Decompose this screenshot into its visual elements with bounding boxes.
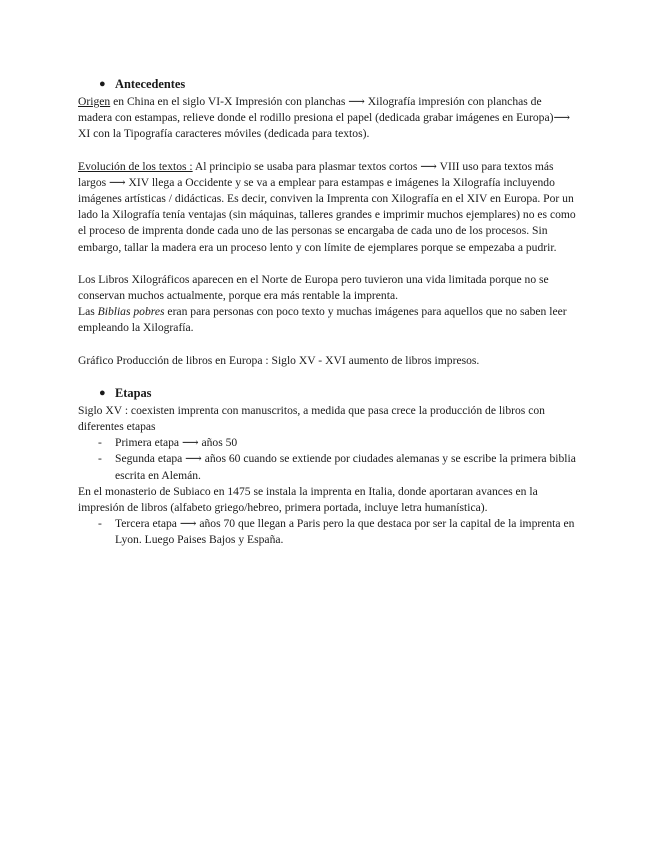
list-item-text: Segunda etapa ⟶ años 60 cuando se extiende por ciudades alemanas y se escribe la primera biblia escrita en Alemán. <box>115 452 576 482</box>
heading-antecedentes <box>78 76 578 93</box>
bullet-icon: ● <box>99 386 106 399</box>
origen-text: en China en el siglo VI-X Impresión con planchas ⟶ Xilografía impresión con planchas de madera con estampas, relieve donde el rodillo presiona el papel (dedicada grabar imágenes en Europa)⟶ XI con la Tipografía caracteres móviles (dedicada para textos). <box>78 95 571 141</box>
list-item <box>78 516 578 548</box>
spacer <box>78 369 578 385</box>
paragraph-origen <box>78 94 578 143</box>
paragraph-grafico: Gráfico Producción de libros en Europa : Siglo XV - XVI aumento de libros impresos. <box>78 353 480 367</box>
biblias-italic: Biblias pobres <box>97 305 165 319</box>
heading-etapas-text: Etapas <box>115 385 152 400</box>
paragraph-libros-xilograficos: Los Libros Xilográficos aparecen en el Norte de Europa pero tuvieron una vida limitada porque no se conservan muchos actualmente, porque era más rentable la imprenta. <box>78 272 549 303</box>
etapas-list-a <box>78 435 578 484</box>
spacer <box>78 143 578 159</box>
paragraph-evolucion <box>78 159 578 256</box>
paragraph-etapas-intro: Siglo XV : coexisten imprenta con manuscritos, a medida que pasa crece la producción de libros con diferentes etapas <box>78 403 545 434</box>
origen-label: Origen <box>78 95 111 108</box>
heading-etapas <box>78 385 578 402</box>
document-page <box>78 76 578 549</box>
heading-antecedentes-text: Antecedentes <box>115 77 186 91</box>
dash-icon: - <box>98 517 102 531</box>
biblias-prefix: Las <box>78 305 98 319</box>
dash-icon: - <box>98 436 102 450</box>
list-item-text: Tercera etapa ⟶ años 70 que llegan a Paris pero la que destaca por ser la capital de la imprenta en Lyon. Luego Paises Bajos y España. <box>115 517 575 547</box>
evolucion-label: Evolución de los textos : <box>78 159 193 173</box>
paragraph-biblias-pobres <box>78 304 578 336</box>
bullet-icon: ● <box>99 78 106 90</box>
list-item-text: Primera etapa ⟶ años 50 <box>115 436 238 450</box>
dash-icon: - <box>98 452 102 466</box>
evolucion-text: Al principio se usaba para plasmar textos cortos ⟶ VIII uso para textos más largos ⟶ XIV llega a Occidente y se va a emplear para estampas e imágenes la Xilografía incluyendo imágenes artísticas / didácticas. Es decir, conviven la Imprenta con Xilografía en el XIV en Europa. Por un lado la Xilografía tenía ventajas (sin máquinas, talleres grandes e imprimir muchos ejemplares) no es como el proceso de imprenta donde cada uno de las personas se encargaba de cada uno de los procesos. Sin embargo, tallar la madera era un proceso lento y con límite de ejemplares porque se empezaba a pudrir. <box>78 159 576 254</box>
biblias-suffix: eran para personas con poco texto y muchas imágenes para aquellos que no saben leer empleando la Xilografía. <box>78 305 567 335</box>
spacer <box>78 337 578 353</box>
list-item <box>78 435 578 451</box>
etapas-list-b <box>78 516 578 548</box>
list-item <box>78 451 578 483</box>
paragraph-subiaco: En el monasterio de Subiaco en 1475 se instala la imprenta en Italia, donde aportaran avances en la impresión de libros (alfabeto griego/hebreo, primera portada, incluye letra humanística). <box>78 484 538 515</box>
spacer <box>78 256 578 272</box>
